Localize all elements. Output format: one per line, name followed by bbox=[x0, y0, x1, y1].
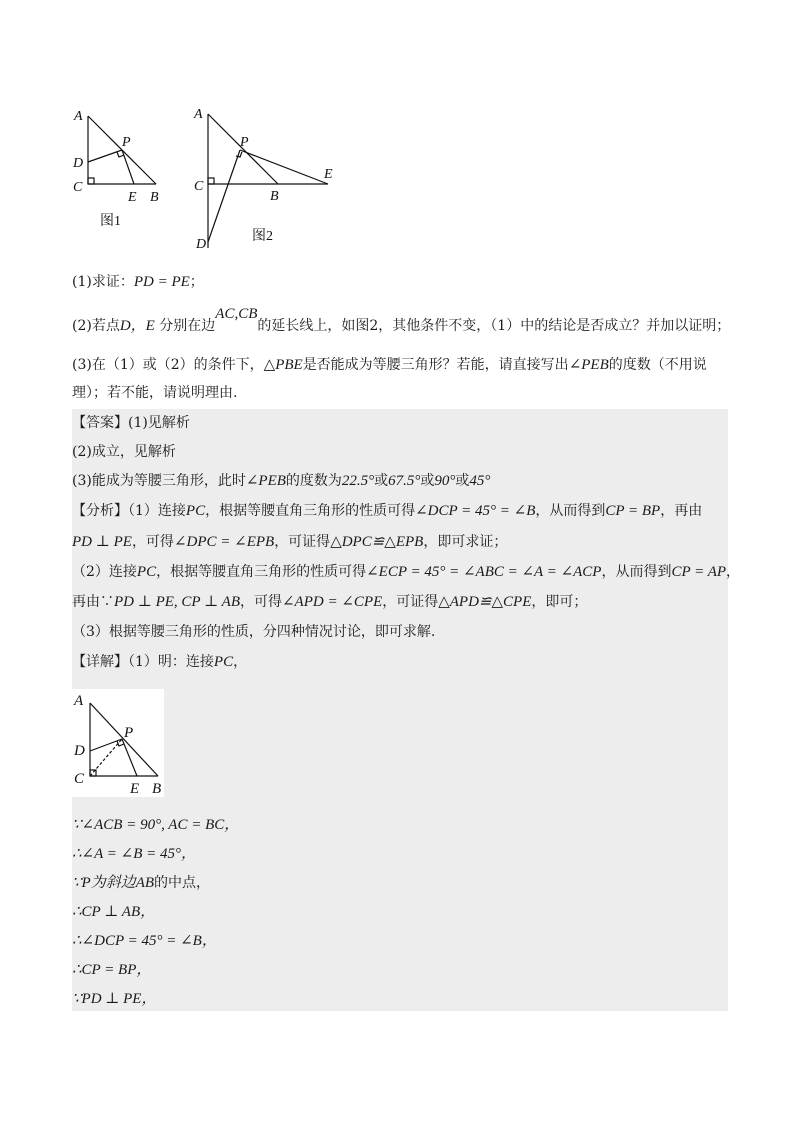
answer-3-or3: 或 bbox=[455, 473, 470, 489]
figure-3-diagram bbox=[72, 689, 168, 801]
a1-eq: ∠DCP = 45° = ∠B bbox=[415, 503, 536, 519]
fig2-caption: 图2 bbox=[252, 229, 273, 244]
analysis-1-line-2 bbox=[72, 532, 507, 552]
b1-suffix: ， bbox=[726, 564, 741, 580]
a1-mid: ，根据等腰直角三角形的性质可得 bbox=[205, 503, 416, 519]
fig2-label-a: A bbox=[194, 107, 203, 122]
b2-mid2: ，可证得 bbox=[382, 594, 439, 610]
answer-3-angle: ∠PEB bbox=[245, 473, 286, 489]
answer-3-prefix: (3)能成为等腰三角形，此时 bbox=[72, 473, 246, 489]
fig2-label-p: P bbox=[240, 135, 249, 150]
answer-line-3 bbox=[72, 471, 490, 491]
answer-line-1: 【答案】(1)见解析 bbox=[72, 415, 190, 431]
proof-step-1: ∵∠ACB = 90°, AC = BC， bbox=[72, 817, 240, 833]
figure-2-diagram bbox=[190, 102, 350, 252]
answer-3-or1: 或 bbox=[374, 473, 389, 489]
q2-mid: 分别在边 bbox=[154, 318, 216, 334]
b2-eq: ∠APD = ∠CPE bbox=[281, 594, 383, 610]
b2-congruence: △APD≌△CPE bbox=[438, 594, 532, 610]
proof-step-3 bbox=[72, 873, 210, 893]
fig1-label-a: A bbox=[74, 109, 83, 124]
fig1-label-p: P bbox=[122, 135, 131, 150]
fig3-label-c: C bbox=[74, 771, 85, 787]
fig3-label-a: A bbox=[74, 693, 84, 709]
analysis-2-line-2 bbox=[72, 592, 587, 612]
a1-eq2: CP = BP bbox=[605, 503, 661, 519]
q3-triangle: △PBE bbox=[263, 357, 303, 373]
b2-mid: ，可得 bbox=[239, 594, 282, 610]
s3-prefix: ∵P为斜边 bbox=[72, 875, 136, 891]
analysis-1-line-1 bbox=[72, 501, 702, 521]
q1-suffix: ； bbox=[189, 274, 204, 290]
a1-suffix: ，再由 bbox=[660, 503, 703, 519]
a2-math: PD ⊥ PE bbox=[72, 534, 132, 550]
q1-prefix: (1)求证： bbox=[72, 274, 134, 290]
s3-suffix: 的中点， bbox=[154, 875, 211, 891]
a2-mid: ，可得 bbox=[131, 534, 174, 550]
fig2-label-e: E bbox=[324, 167, 333, 182]
fig1-label-b: B bbox=[150, 190, 159, 205]
b1-mid: ，根据等腰直角三角形的性质可得 bbox=[156, 564, 367, 580]
a1-mid2: ，从而得到 bbox=[535, 503, 606, 519]
question-3 bbox=[72, 355, 707, 375]
question-3-line-2: 理）；若不能，请说明理由. bbox=[72, 385, 238, 401]
q2-sides: AC,CB bbox=[215, 306, 258, 322]
fig1-caption: 图1 bbox=[100, 214, 121, 229]
fig2-label-b: B bbox=[270, 189, 279, 204]
fig3-label-e: E bbox=[130, 781, 140, 797]
fig2-label-d: D bbox=[196, 237, 207, 252]
fig1-label-c: C bbox=[73, 180, 83, 195]
d1-suffix: ， bbox=[233, 654, 248, 670]
question-1 bbox=[72, 272, 204, 292]
q2-suffix: 的延长线上，如图2，其他条件不变，（1）中的结论是否成立？并加以证明； bbox=[257, 318, 731, 334]
answer-3-v1: 22.5° bbox=[341, 473, 375, 489]
d1-pc: PC bbox=[213, 654, 234, 670]
a2-suffix: ，即可求证； bbox=[423, 534, 508, 550]
fig1-label-e: E bbox=[128, 190, 137, 205]
q2-prefix: (2)若点 bbox=[72, 318, 120, 334]
figure-2 bbox=[190, 102, 350, 252]
analysis-3: （3）根据等腰三角形的性质，分四种情况讨论，即可求解. bbox=[72, 624, 436, 640]
a1-pc: PC bbox=[185, 503, 206, 519]
fig1-label-d: D bbox=[73, 156, 84, 171]
answer-3-mid: 的度数为 bbox=[285, 473, 342, 489]
answer-3-or2: 或 bbox=[420, 473, 435, 489]
a2-eq: ∠DPC = ∠EPB bbox=[173, 534, 275, 550]
answer-panel bbox=[72, 409, 728, 1011]
q1-math: PD = PE bbox=[133, 274, 190, 290]
b1-prefix: （2）连接 bbox=[72, 564, 137, 580]
figure-3 bbox=[72, 689, 168, 801]
fig2-label-c: C bbox=[194, 179, 204, 194]
b2-suffix: ，即可； bbox=[531, 594, 588, 610]
q3-prefix: (3)在（1）或（2）的条件下， bbox=[72, 357, 264, 373]
q3-mid: 是否能成为等腰三角形？若能，请直接写出 bbox=[302, 357, 569, 373]
a2-mid2: ，可证得 bbox=[274, 534, 331, 550]
fig3-label-p: P bbox=[124, 725, 134, 741]
detail-heading bbox=[72, 652, 247, 672]
fig3-label-d: D bbox=[74, 743, 85, 759]
figure-1 bbox=[70, 104, 170, 234]
b1-pc: PC bbox=[136, 564, 157, 580]
a1-prefix: 【分析】（1）连接 bbox=[72, 503, 186, 519]
proof-step-2: ∴∠A = ∠B = 45°， bbox=[72, 846, 196, 862]
answer-line-2: (2)成立，见解析 bbox=[72, 444, 176, 460]
a2-congruence: △DPC≌△EPB bbox=[330, 534, 424, 550]
b1-eq2: CP = AP bbox=[671, 564, 727, 580]
proof-step-4: ∴CP ⊥ AB， bbox=[72, 904, 156, 920]
proof-step-7: ∵PD ⊥ PE， bbox=[72, 991, 157, 1007]
s3-ab: AB bbox=[135, 875, 155, 891]
b1-mid2: ，从而得到 bbox=[601, 564, 672, 580]
q3-angle: ∠PEB bbox=[568, 357, 609, 373]
d1-prefix: 【详解】（1）明：连接 bbox=[72, 654, 214, 670]
answer-3-v2: 67.5° bbox=[388, 473, 421, 489]
answer-3-v4: 45° bbox=[469, 473, 491, 489]
proof-step-5: ∴∠DCP = 45° = ∠B， bbox=[72, 933, 217, 949]
question-2 bbox=[72, 306, 731, 336]
answer-3-v3: 90° bbox=[434, 473, 456, 489]
figure-1-diagram bbox=[70, 104, 170, 234]
q2-points: D，E bbox=[119, 318, 155, 334]
b2-prefix: 再由∵ bbox=[72, 594, 114, 610]
b2-math: PD ⊥ PE, CP ⊥ AB bbox=[114, 594, 240, 610]
b1-eq: ∠ECP = 45° = ∠ABC = ∠A = ∠ACP bbox=[366, 564, 602, 580]
fig3-label-b: B bbox=[152, 781, 162, 797]
proof-step-6: ∴CP = BP， bbox=[72, 962, 152, 978]
q3-suffix: 的度数（不用说 bbox=[608, 357, 707, 373]
analysis-2-line-1 bbox=[72, 562, 740, 582]
